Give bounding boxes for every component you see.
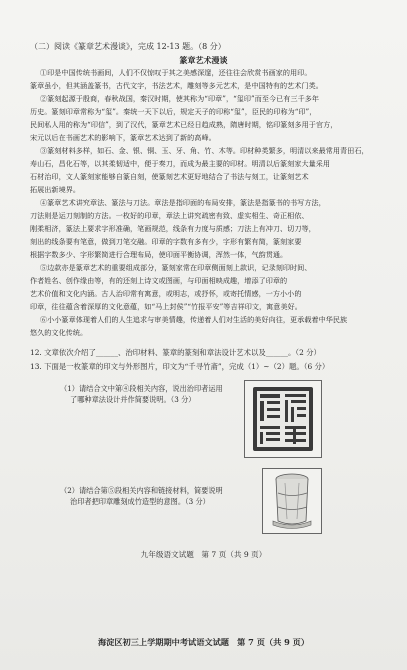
article-line: 寿山石，昌化石等，以其柔韧适中，便于奏刀，而成为最主要的印材。明清以后篆刻家大量采用 xyxy=(30,159,331,168)
article-line: 篆章虽小，但其涵盖篆书，古代文字，书法艺术，雕刻等多元艺术，是中国特有的艺术门类。 xyxy=(30,81,323,90)
article-line: 作者姓名、创作缘由等，有的还刻上诗文或图画，与印面相映成趣，增添了印章的 xyxy=(30,276,288,285)
article-line: ⑥小小篆章体现着人们的人生追求与审美情趣，传递着人们对生活的美好向往，更承载着中华民族 xyxy=(40,315,348,324)
section-heading: （二）阅读《篆章艺术漫谈》，完成 12-13 题。（8 分） xyxy=(30,42,226,51)
article-line: 拓展出新境界。 xyxy=(30,185,81,194)
article-line: 根据字数多少、字形繁简进行合理布局，使印面平衡协调，浑然一体，气韵贯通。 xyxy=(30,250,288,259)
article-line: 艺术价值和文化内涵。古人治印常有寓意，或明志，或抒怀，或寄托情感，一方小小的 xyxy=(30,289,302,298)
article-line: 刻出的线条要有笔意，做到刀笔交融。印章的字数有多有少，字形有繁有简，篆刻家要 xyxy=(30,237,302,246)
question-13: 13. 下面是一枚篆章的印文与外形图片，印文为“千寻竹斋”，完成（1）~（2）题。（6 分） xyxy=(30,362,330,371)
bamboo-seal-image xyxy=(262,468,322,534)
article-line: 悠久的文化传统。 xyxy=(30,328,88,337)
seal-stamp-icon xyxy=(245,381,321,457)
bamboo-seal-icon xyxy=(263,469,321,533)
article-line: ②篆刻起源于殷商，春秋战国，秦汉时期，使其称为“印章”，“玺印”而至今已有三千多年 xyxy=(40,94,320,103)
article-line: ④篆章艺术讲究章法、篆法与刀法。章法是指印面的布局安排，篆法是指篆书的书写方法， xyxy=(40,198,326,207)
question-12: 12. 文章依次介绍了______、治印材料、篆章的篆刻和章法设计艺术以及______。（2 分） xyxy=(30,348,321,357)
sub-question-1-line-1: （1）请结合文中第④段相关内容，说出治印者运用 xyxy=(60,384,223,393)
sub-question-2-line-1: （2）请结合第⑤段相关内容和链接材料，简要说明 xyxy=(60,486,223,495)
article-line: 宋元以后在书画艺术的影响下，篆章艺术达到了新的高峰。 xyxy=(30,133,216,142)
article-line: 民间私人用的称为“印信”，到了汉代，篆章艺术已经日趋成熟，隋唐时期，铭印篆刻多用于官方， xyxy=(30,120,338,129)
article-line: 刚柔相济，篆法上要求字形准确，笔画规范，线条有力度与质感；刀法上有冲刀、切刀等， xyxy=(30,224,316,233)
sub-question-2-line-2: 治印者把印章雕刻成竹造型的意图。（3 分） xyxy=(70,497,210,506)
article-line: 历史。篆刻印章常称为“玺”。秦统一天下以后，规定天子的印称“玺”，臣民的印称为“印”， xyxy=(30,107,317,116)
article-line: 石材治印，文人篆刻家能够自篆自刻，使篆刻艺术更好地结合了书法与刻工，让篆刻艺术 xyxy=(30,172,309,181)
article-line: 印章，往往蕴含着深厚的文化意蕴，如“马上封侯”“竹报平安”等吉祥印文，寓意美好。 xyxy=(30,302,302,311)
page-footer: 九年级语文试题 第 7 页（共 9 页） xyxy=(140,550,267,559)
sub-question-1-line-2: 了哪种章法设计并作简要说明。（3 分） xyxy=(70,395,196,404)
article-line: ③篆刻材料多样，如石、金、银、铜、玉、牙、角、竹、木等。印材种类繁多，明清以来最常用青田石， xyxy=(40,146,369,155)
article-line: ①印是中国传统书画间，人们不仅惊叹于其之美感深邃，还往往会欣赏书画家的用印。 xyxy=(40,68,312,77)
article-line: ⑤边款亦是篆章艺术的重要组成部分，篆刻家常在印章侧面刻上款识，记录刻印时间、 xyxy=(40,263,312,272)
seal-impression-image xyxy=(244,380,322,458)
article-title: 篆章艺术漫谈 xyxy=(179,55,228,65)
bottom-footer: 海淀区初三上学期期中考试语文试题 第 7 页（共 9 页） xyxy=(97,637,310,647)
article-line: 刀法则是运刀刻制的方法。一枚好的印章，章法上讲究疏密有致、虚实相生、奇正相依、 xyxy=(30,211,309,220)
